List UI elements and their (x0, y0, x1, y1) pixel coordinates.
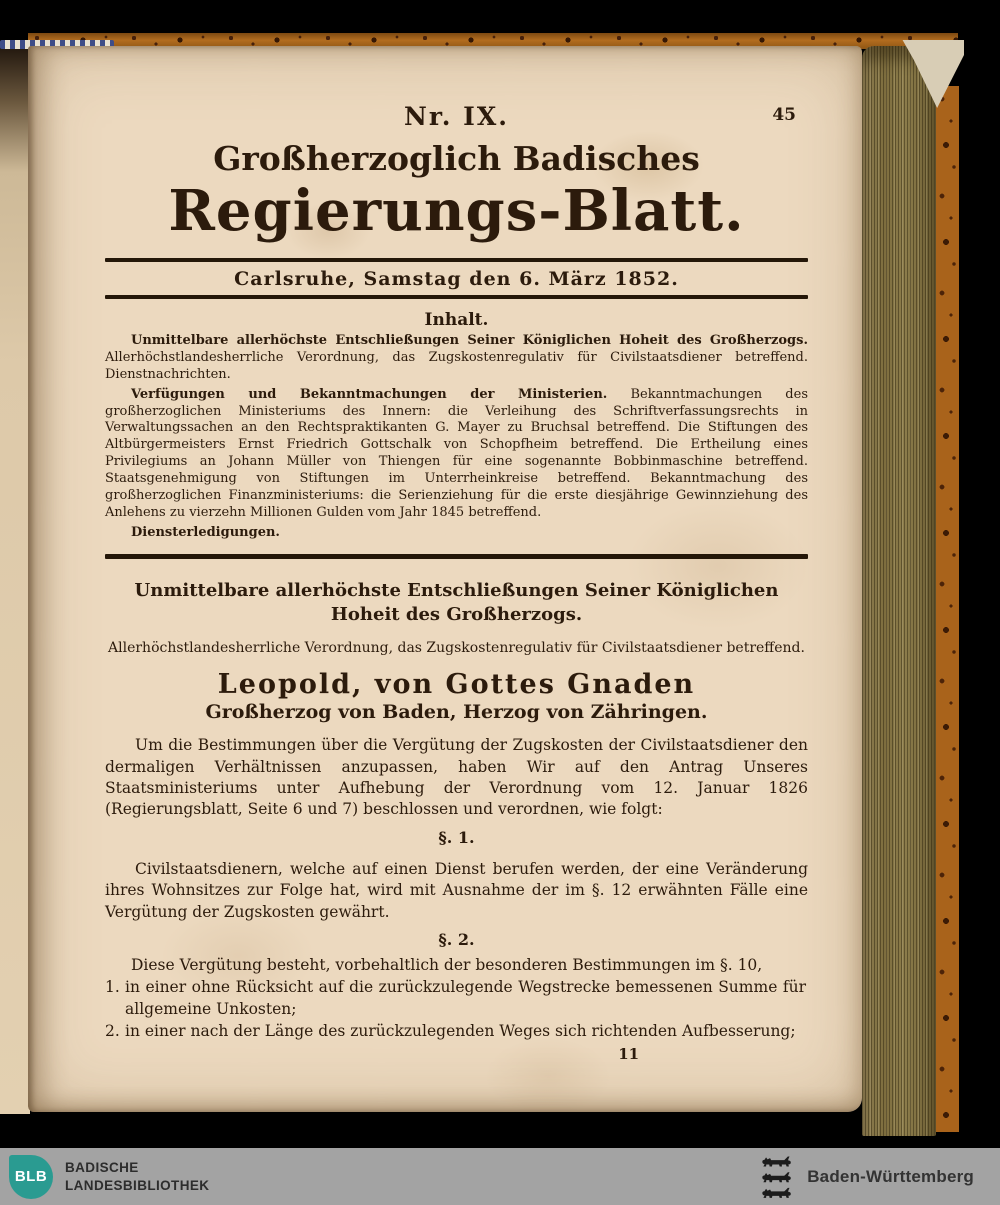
adjacent-page-edge (0, 42, 30, 1114)
paragraph-2-heading: §. 2. (438, 929, 475, 949)
toc-entry-text: Allerhöchstlandesherrliche Verordnung, das Zugskostenregulativ für Civilstaatsdiener betreffend. Dienstnachrichten. (105, 349, 808, 382)
library-name-line1: BADISCHE (65, 1159, 139, 1175)
section-heading: Unmittelbare allerhöchste Entschließungen Seiner Königlichen Hoheit des Großherzogs. (134, 579, 779, 625)
dateline: Carlsruhe, Samstag den 6. März 1852. (234, 268, 679, 290)
issue-row (105, 102, 808, 131)
book-cover-right-edge (936, 86, 959, 1132)
masthead-pretitle: Großherzoglich Badisches (213, 139, 700, 178)
list-item (105, 977, 808, 1020)
toc-heading: Inhalt. (424, 310, 489, 330)
paragraph-1-text: Civilstaatsdienern, welche auf einen Dienst berufen werden, der eine Veränderung ihres Wohnsitzes zur Folge hat, wird mit Ausnahme der im §. 12 erwähnten Fälle eine Vergütung der Zugskosten gewährt. (105, 859, 808, 921)
horizontal-rule (105, 295, 808, 299)
masthead-title: Regierungs-Blatt. (168, 178, 745, 244)
library-name (65, 1159, 209, 1194)
coat-of-arms-icon (759, 1154, 797, 1200)
list-item-number: 1. (105, 978, 120, 997)
preamble-paragraph: Um die Bestimmungen über die Vergütung der Zugskosten der Civilstaatsdiener den dermaligen Verhältnissen anzupassen, haben Wir auf den Antrag Unseres Staatsministeriums unter Aufhebung der Verordnung vom 12. Januar 1826 (Regierungsblatt, Seite 6 und 7) beschlossen und verordnen, wie folgt: (105, 736, 808, 819)
state-name: Baden-Württemberg (807, 1166, 974, 1186)
sovereign-title-line: Großherzog von Baden, Herzog von Zähringen. (205, 701, 708, 724)
list-item-text: in einer nach der Länge des zurückzulegenden Weges sich richtenden Aufbesserung; (125, 1022, 796, 1041)
sovereign-name-line: Leopold, von Gottes Gnaden (217, 669, 696, 701)
toc-entry: Diensterledigungen. (131, 524, 280, 540)
toc-entry-text: Bekanntmachungen des großherzoglichen Ministeriums des Innern: die Verleihung des Schriftverfassungsrechts in Verwaltungssachen an den Rechtspraktikanten G. Mayer zu Bruchsal betreffend. Die Stiftungen des Altbürgermeisters Ernst Friedrich Gottschalk von Schopfheim betreffend. Die Ertheilung eines Privilegiums an Johann Müller von Thiengen für eine sogenannte Bobbinmaschine betreffend. Staatsgenehmigung von Stiftungen im Unterrheinkreise betreffend. Bekanntmachung des großherzoglichen Finanzministeriums: die Serienziehung für die erste diesjährige Gewinnziehung des Anlehens zu vierzehn Millionen Gulden vom Jahr 1845 betreffend. (105, 386, 808, 520)
blb-logo-text: BLB (14, 1168, 48, 1185)
document-page (28, 46, 862, 1112)
list-item-text: in einer ohne Rücksicht auf die zurückzulegende Wegstrecke bemessenen Summe für allgemeine Unkosten; (125, 978, 806, 1018)
book-page-edges (862, 46, 936, 1136)
horizontal-rule (105, 258, 808, 262)
toc-entry-lead: Unmittelbare allerhöchste Entschließungen Seiner Königlichen Hoheit des Großherzogs. (131, 333, 808, 348)
horizontal-rule (105, 554, 808, 559)
toc-entry (105, 333, 808, 384)
page-number: 45 (772, 105, 796, 125)
blb-logo (9, 1155, 53, 1199)
issue-number: Nr. IX. (404, 102, 509, 131)
toc-entry-lead: Verfügungen und Bekanntmachungen der Ministerien. (131, 386, 608, 402)
subject-line: Allerhöchstlandesherrliche Verordnung, das Zugskostenregulativ für Civilstaatsdiener betreffend. (108, 640, 805, 657)
signature-mark: 11 (618, 1045, 640, 1064)
paragraph-2-intro: Diese Vergütung besteht, vorbehaltlich der besonderen Bestimmungen im §. 10, (131, 955, 763, 974)
state-brand (759, 1154, 1000, 1200)
viewer-footer-band (0, 1148, 1000, 1205)
library-brand (0, 1155, 209, 1199)
library-name-line2: LANDESBIBLIOTHEK (65, 1177, 210, 1193)
list-item (105, 1021, 808, 1042)
list-item-number: 2. (105, 1022, 120, 1041)
page-content (105, 46, 808, 1063)
paragraph-1-heading: §. 1. (438, 827, 475, 847)
toc-entry (105, 387, 808, 522)
